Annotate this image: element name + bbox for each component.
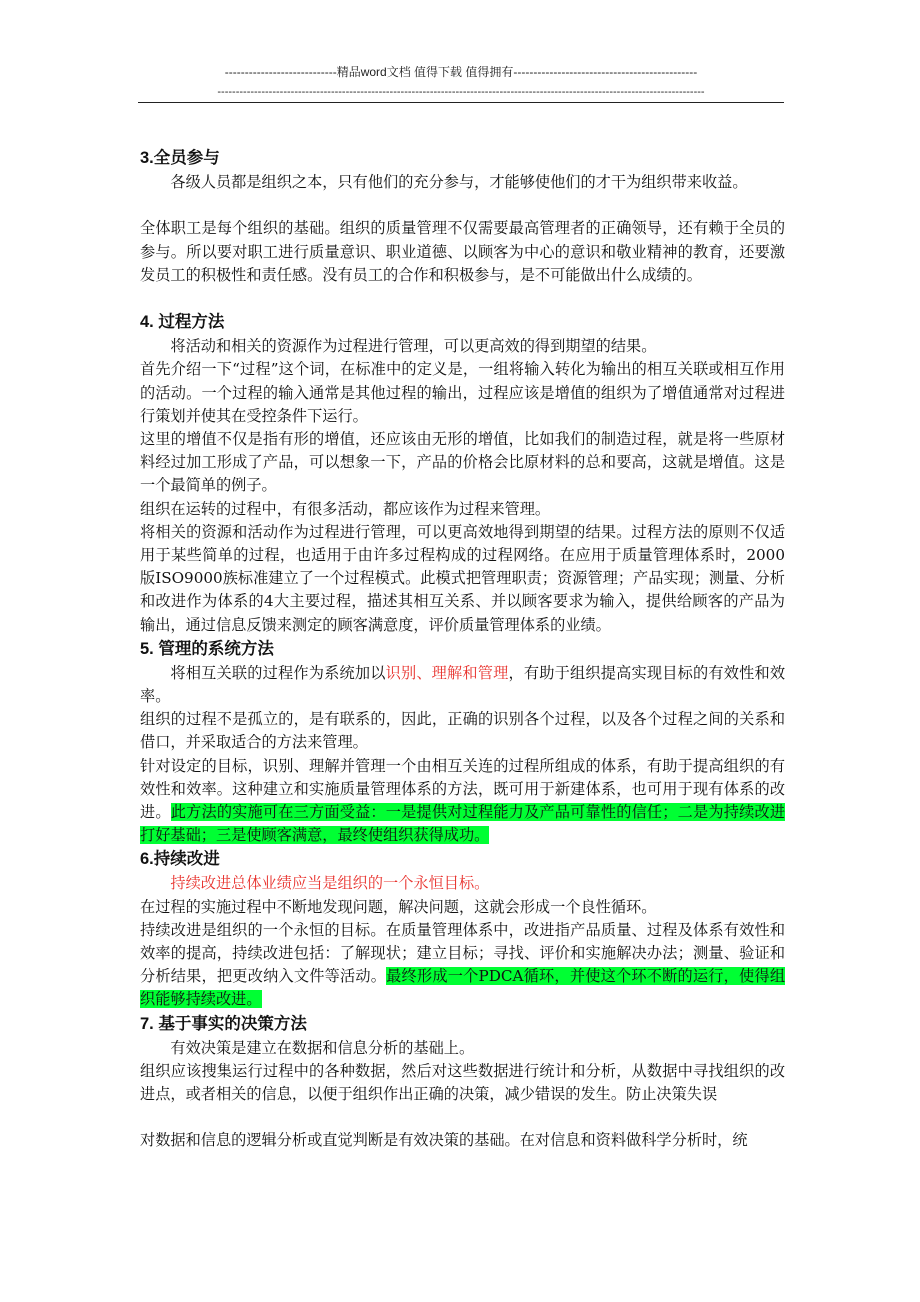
- section-6-principle: 持续改进总体业绩应当是组织的一个永恒目标。: [170, 874, 490, 893]
- header-line-2: -------------------------------------------------------------------------------------------------------------------------------------: [217, 86, 705, 98]
- section-5-paragraph-2: [140, 755, 785, 848]
- section-6-paragraph-1: 在过程的实施过程中不断地发现问题，解决问题，这就会形成一个良性循环。: [140, 897, 657, 916]
- section-6-paragraph-2: [140, 919, 785, 1012]
- section-7-paragraph-2: 对数据和信息的逻辑分析或直觉判断是有效决策的基础。在对信息和资料做科学分析时，统: [140, 1131, 748, 1150]
- section-5-principle-text-a: 将相互关联的过程作为系统加以: [170, 663, 386, 682]
- section-5-principle: [140, 662, 785, 708]
- header-line-1: ----------------------------精品word文档 值得下载 值得拥有----------------------------------------------: [224, 65, 698, 79]
- section-3-principle: 各级人员都是组织之本，只有他们的充分参与，才能够使他们的才干为组织带来收益。: [170, 173, 748, 191]
- section-4-paragraph-3: 组织在运转的过程中，有很多活动，都应该作为过程来管理。: [140, 499, 551, 518]
- section-3-paragraph: 全体职工是每个组织的基础。组织的质量管理不仅需要最高管理者的正确领导，还有赖于全员的参与。所以要对职工进行质量意识、职业道德、以顾客为中心的意识和敬业精神的教育，还要激发员工的积极性和责任感。没有员工的合作和积极参与，是不可能做出什么成绩的。: [140, 219, 785, 284]
- section-7-principle: 有效决策是建立在数据和信息分析的基础上。: [170, 1038, 475, 1057]
- section-5-paragraph-1: 组织的过程不是孤立的，是有联系的，因此，正确的识别各个过程，以及各个过程之间的关系和借口，并采取适合的方法来管理。: [140, 710, 785, 752]
- page-header: [138, 62, 784, 102]
- section-7-heading: 7. 基于事实的决策方法: [140, 1014, 307, 1033]
- section-4-paragraph-1: 首先介绍一下“过程”这个词，在标准中的定义是，一组将输入转化为输出的相互关联或相互作用的活动。一个过程的输入通常是其他过程的输出，过程应该是增值的组织为了增值通常对过程进行策划并使其在受控条件下运行。: [140, 360, 785, 425]
- section-3-heading: 3.全员参与: [140, 149, 220, 167]
- section-4-heading: 4. 过程方法: [140, 313, 225, 332]
- section-4-paragraph-4: 将相关的资源和活动作为过程进行管理，可以更高效地得到期望的结果。过程方法的原则不仅适用于某些简单的过程，也适用于由许多过程构成的过程网络。在应用于质量管理体系时，2000版ISO9000族标准建立了一个过程模式。此模式把管理职责；资源管理；产品实现；测量、分析和改进作为体系的4大主要过程，描述其相互关系、并以顾客要求为输入，提供给顾客的产品为输出，通过信息反馈来测定的顾客满意度，评价质量管理体系的业绩。: [140, 522, 785, 634]
- document-body: [140, 146, 785, 1153]
- header-rule: [138, 102, 784, 103]
- section-7-paragraph-1: 组织应该搜集运行过程中的各种数据，然后对这些数据进行统计和分析，从数据中寻找组织的改进点，或者相关的信息，以便于组织作出正确的决策，减少错误的发生。防止决策失误: [140, 1061, 785, 1104]
- section-4-principle: 将活动和相关的资源作为过程进行管理，可以更高效的得到期望的结果。: [170, 337, 657, 356]
- section-5-highlighted-text: 此方法的实施可在三方面受益：一是提供对过程能力及产品可靠性的信任；二是为持续改进打好基础；三是使顾客满意，最终使组织获得成功。: [140, 803, 786, 845]
- blank-line: [140, 287, 785, 310]
- section-5-principle-red-text: 识别、理解和管理: [385, 663, 509, 682]
- section-5-principle-text-b: ，有助于组织提高实现目标的有效性和效率。: [140, 663, 786, 706]
- blank-line: [140, 1106, 785, 1129]
- section-6-highlighted-text: 最终形成一个PDCA循环，并使这个环不断的运行，使得组织能够持续改进。: [140, 967, 786, 1009]
- section-6-heading: 6.持续改进: [140, 850, 220, 869]
- blank-line: [140, 194, 785, 217]
- section-5-heading: 5. 管理的系统方法: [140, 639, 274, 658]
- section-4-paragraph-2: 这里的增值不仅是指有形的增值，还应该由无形的增值，比如我们的制造过程，就是将一些原材料经过加工形成了产品，可以想象一下，产品的价格会比原材料的总和要高，这就是增值。这是一个最简单的例子。: [140, 430, 785, 495]
- section-6-paragraph-2-text: 持续改进是组织的一个永恒的目标。在质量管理体系中，改进指产品质量、过程及体系有效性和效率的提高，持续改进包括：了解现状；建立目标；寻找、评价和实施解决办法；测量、验证和分析结果，把更改纳入文件等活动。: [140, 920, 785, 986]
- section-5-paragraph-2-text: 针对设定的目标，识别、理解并管理一个由相互关连的过程所组成的体系，有助于提高组织的有效性和效率。这种建立和实施质量管理体系的方法，既可用于新建体系，也可用于现有体系的改进。: [140, 756, 785, 822]
